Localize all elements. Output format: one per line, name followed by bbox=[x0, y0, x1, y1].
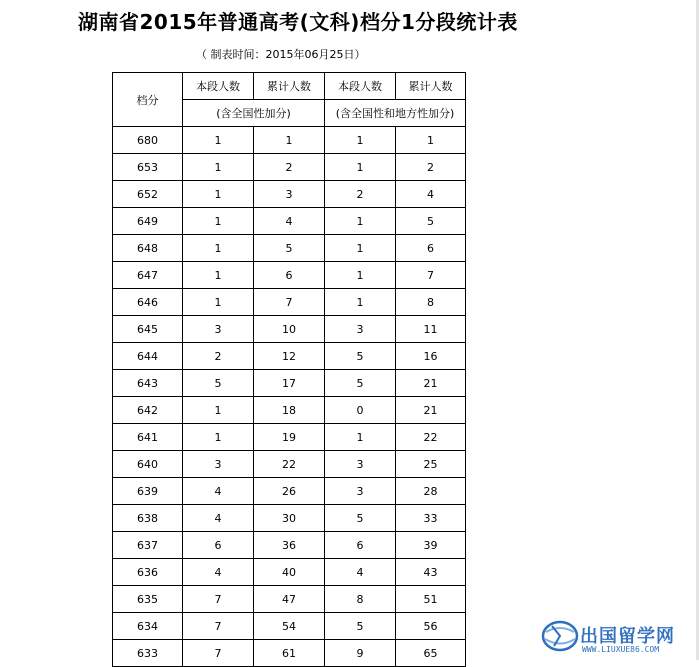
table-row bbox=[113, 478, 466, 505]
score-cell: 634 bbox=[113, 613, 183, 640]
segment-count-cell: 1 bbox=[183, 235, 254, 262]
segment-count-local-cell: 6 bbox=[325, 532, 396, 559]
page-title: 湖南省2015年普通高考(文科)档分1分段统计表 bbox=[78, 10, 518, 34]
cumulative-count-header-2: 累计人数 bbox=[396, 73, 466, 100]
segment-count-cell: 1 bbox=[183, 127, 254, 154]
table-row bbox=[113, 532, 466, 559]
watermark-url: WWW.LIUXUE86.COM bbox=[582, 645, 660, 654]
score-cell: 649 bbox=[113, 208, 183, 235]
cumulative-count-local-cell: 33 bbox=[396, 505, 466, 532]
table-row bbox=[113, 289, 466, 316]
table-row bbox=[113, 208, 466, 235]
cumulative-count-cell: 10 bbox=[254, 316, 325, 343]
segment-count-cell: 3 bbox=[183, 316, 254, 343]
table-row bbox=[113, 316, 466, 343]
segment-count-cell: 1 bbox=[183, 424, 254, 451]
cumulative-count-cell: 36 bbox=[254, 532, 325, 559]
segment-count-local-cell: 2 bbox=[325, 181, 396, 208]
segment-count-cell: 7 bbox=[183, 586, 254, 613]
segment-count-local-cell: 1 bbox=[325, 424, 396, 451]
segment-count-local-cell: 9 bbox=[325, 640, 396, 667]
segment-count-local-cell: 5 bbox=[325, 343, 396, 370]
segment-count-local-cell: 5 bbox=[325, 370, 396, 397]
segment-count-cell: 1 bbox=[183, 262, 254, 289]
cumulative-count-local-cell: 8 bbox=[396, 289, 466, 316]
cumulative-count-header-1: 累计人数 bbox=[254, 73, 325, 100]
score-cell: 640 bbox=[113, 451, 183, 478]
cumulative-count-local-cell: 65 bbox=[396, 640, 466, 667]
table-row bbox=[113, 505, 466, 532]
segment-count-cell: 6 bbox=[183, 532, 254, 559]
cumulative-count-local-cell: 1 bbox=[396, 127, 466, 154]
cumulative-count-local-cell: 28 bbox=[396, 478, 466, 505]
table-row bbox=[113, 559, 466, 586]
cumulative-count-local-cell: 11 bbox=[396, 316, 466, 343]
segment-count-cell: 3 bbox=[183, 451, 254, 478]
segment-count-cell: 1 bbox=[183, 397, 254, 424]
score-cell: 644 bbox=[113, 343, 183, 370]
cumulative-count-cell: 54 bbox=[254, 613, 325, 640]
cumulative-count-local-cell: 4 bbox=[396, 181, 466, 208]
score-cell: 647 bbox=[113, 262, 183, 289]
segment-count-cell: 1 bbox=[183, 181, 254, 208]
table-row bbox=[113, 397, 466, 424]
segment-count-local-cell: 4 bbox=[325, 559, 396, 586]
cumulative-count-cell: 19 bbox=[254, 424, 325, 451]
cumulative-count-cell: 26 bbox=[254, 478, 325, 505]
score-cell: 635 bbox=[113, 586, 183, 613]
cumulative-count-cell: 30 bbox=[254, 505, 325, 532]
cumulative-count-local-cell: 6 bbox=[396, 235, 466, 262]
site-watermark-logo bbox=[540, 614, 699, 660]
cumulative-count-cell: 6 bbox=[254, 262, 325, 289]
segment-count-local-cell: 1 bbox=[325, 127, 396, 154]
cumulative-count-local-cell: 43 bbox=[396, 559, 466, 586]
segment-count-cell: 2 bbox=[183, 343, 254, 370]
score-cell: 646 bbox=[113, 289, 183, 316]
group1-note: (含全国性加分) bbox=[183, 100, 325, 127]
cumulative-count-cell: 47 bbox=[254, 586, 325, 613]
score-cell: 638 bbox=[113, 505, 183, 532]
score-column-header: 档分 bbox=[113, 73, 183, 127]
segment-count-header-1: 本段人数 bbox=[183, 73, 254, 100]
table-header-row bbox=[113, 73, 466, 100]
score-cell: 633 bbox=[113, 640, 183, 667]
segment-count-cell: 7 bbox=[183, 613, 254, 640]
table-row bbox=[113, 424, 466, 451]
segment-count-local-cell: 3 bbox=[325, 478, 396, 505]
watermark-name: 出国留学网 bbox=[580, 626, 675, 647]
score-cell: 643 bbox=[113, 370, 183, 397]
cumulative-count-local-cell: 25 bbox=[396, 451, 466, 478]
cumulative-count-cell: 12 bbox=[254, 343, 325, 370]
cumulative-count-cell: 17 bbox=[254, 370, 325, 397]
cumulative-count-local-cell: 22 bbox=[396, 424, 466, 451]
cumulative-count-cell: 18 bbox=[254, 397, 325, 424]
score-cell: 645 bbox=[113, 316, 183, 343]
cumulative-count-cell: 2 bbox=[254, 154, 325, 181]
cumulative-count-cell: 1 bbox=[254, 127, 325, 154]
table-row bbox=[113, 451, 466, 478]
cumulative-count-local-cell: 7 bbox=[396, 262, 466, 289]
cumulative-count-local-cell: 21 bbox=[396, 370, 466, 397]
score-cell: 641 bbox=[113, 424, 183, 451]
table-body bbox=[113, 127, 466, 667]
cumulative-count-local-cell: 16 bbox=[396, 343, 466, 370]
table-row bbox=[113, 127, 466, 154]
score-cell: 653 bbox=[113, 154, 183, 181]
cumulative-count-cell: 4 bbox=[254, 208, 325, 235]
segment-count-cell: 4 bbox=[183, 559, 254, 586]
cumulative-count-cell: 40 bbox=[254, 559, 325, 586]
segment-count-cell: 1 bbox=[183, 154, 254, 181]
cumulative-count-local-cell: 2 bbox=[396, 154, 466, 181]
segment-count-local-cell: 1 bbox=[325, 208, 396, 235]
segment-count-cell: 4 bbox=[183, 505, 254, 532]
segment-count-local-cell: 5 bbox=[325, 505, 396, 532]
segment-count-cell: 5 bbox=[183, 370, 254, 397]
table-row bbox=[113, 154, 466, 181]
score-cell: 642 bbox=[113, 397, 183, 424]
segment-count-local-cell: 1 bbox=[325, 262, 396, 289]
table-row bbox=[113, 181, 466, 208]
score-statistics-table bbox=[112, 72, 466, 667]
segment-count-local-cell: 0 bbox=[325, 397, 396, 424]
score-cell: 639 bbox=[113, 478, 183, 505]
score-cell: 637 bbox=[113, 532, 183, 559]
table-row bbox=[113, 370, 466, 397]
table-date-note: （ 制表时间：2015年06月25日） bbox=[196, 48, 366, 61]
cumulative-count-local-cell: 21 bbox=[396, 397, 466, 424]
cumulative-count-cell: 3 bbox=[254, 181, 325, 208]
cumulative-count-cell: 5 bbox=[254, 235, 325, 262]
table-row bbox=[113, 586, 466, 613]
cumulative-count-local-cell: 51 bbox=[396, 586, 466, 613]
segment-count-local-cell: 3 bbox=[325, 451, 396, 478]
cumulative-count-local-cell: 56 bbox=[396, 613, 466, 640]
cumulative-count-local-cell: 5 bbox=[396, 208, 466, 235]
segment-count-local-cell: 1 bbox=[325, 235, 396, 262]
segment-count-cell: 1 bbox=[183, 208, 254, 235]
segment-count-header-2: 本段人数 bbox=[325, 73, 396, 100]
cumulative-count-local-cell: 39 bbox=[396, 532, 466, 559]
score-cell: 636 bbox=[113, 559, 183, 586]
segment-count-local-cell: 1 bbox=[325, 289, 396, 316]
score-cell: 648 bbox=[113, 235, 183, 262]
segment-count-local-cell: 8 bbox=[325, 586, 396, 613]
table-row bbox=[113, 235, 466, 262]
table-row bbox=[113, 343, 466, 370]
table-row bbox=[113, 640, 466, 667]
cumulative-count-cell: 61 bbox=[254, 640, 325, 667]
segment-count-local-cell: 3 bbox=[325, 316, 396, 343]
table-row bbox=[113, 262, 466, 289]
segment-count-cell: 7 bbox=[183, 640, 254, 667]
score-cell: 652 bbox=[113, 181, 183, 208]
segment-count-local-cell: 1 bbox=[325, 154, 396, 181]
segment-count-local-cell: 5 bbox=[325, 613, 396, 640]
group2-note: (含全国性和地方性加分) bbox=[325, 100, 466, 127]
globe-icon bbox=[540, 618, 580, 654]
segment-count-cell: 1 bbox=[183, 289, 254, 316]
cumulative-count-cell: 7 bbox=[254, 289, 325, 316]
segment-count-cell: 4 bbox=[183, 478, 254, 505]
table-row bbox=[113, 613, 466, 640]
score-cell: 680 bbox=[113, 127, 183, 154]
cumulative-count-cell: 22 bbox=[254, 451, 325, 478]
